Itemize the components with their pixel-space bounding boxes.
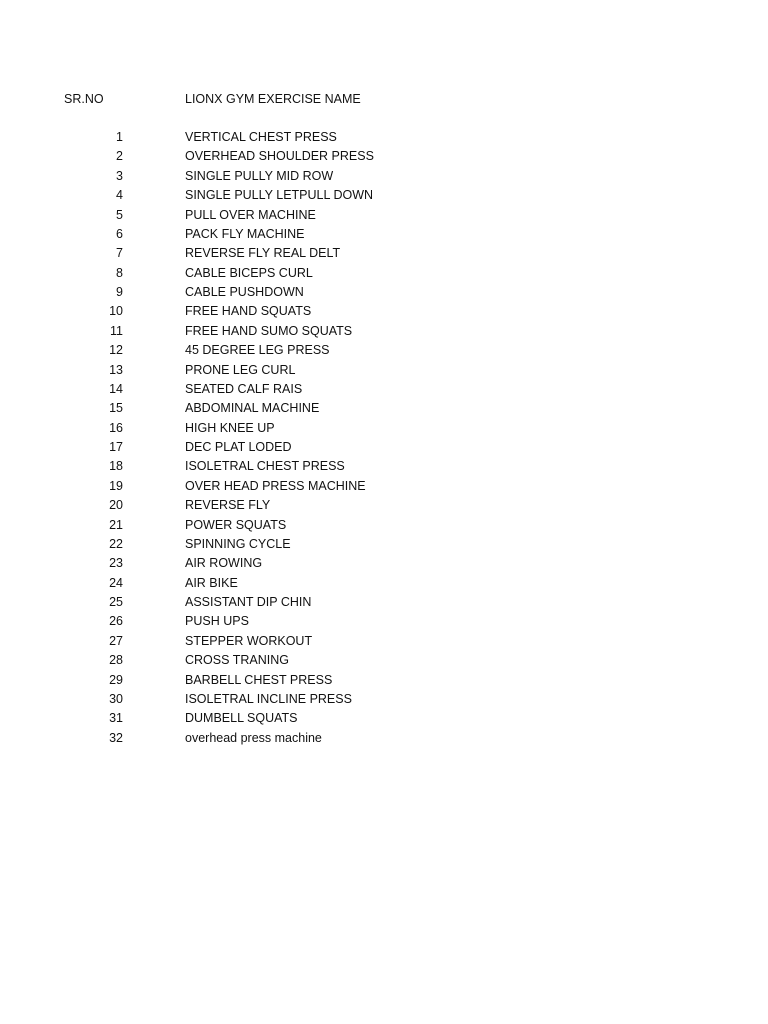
table-row xyxy=(0,555,768,574)
exercise-list xyxy=(0,129,768,749)
exercise-name: 45 DEGREE LEG PRESS xyxy=(185,343,330,358)
exercise-name: VERTICAL CHEST PRESS xyxy=(185,130,337,144)
exercise-name: POWER SQUATS xyxy=(185,517,287,532)
table-row xyxy=(0,303,768,322)
row-number: 10 xyxy=(109,304,123,319)
row-number: 14 xyxy=(109,381,123,396)
table-row xyxy=(0,691,768,710)
table-row xyxy=(0,497,768,516)
row-number: 29 xyxy=(109,672,123,687)
row-number: 22 xyxy=(109,536,123,551)
row-number: 13 xyxy=(109,362,123,377)
table-row xyxy=(0,129,768,148)
row-number: 8 xyxy=(116,265,123,280)
exercise-name: HIGH KNEE UP xyxy=(185,420,275,435)
table-row xyxy=(0,517,768,536)
table-row xyxy=(0,226,768,245)
exercise-name: DUMBELL SQUATS xyxy=(185,711,298,726)
row-number: 23 xyxy=(109,556,123,571)
exercise-name: CABLE BICEPS CURL xyxy=(185,265,313,280)
exercise-name: ISOLETRAL CHEST PRESS xyxy=(185,459,345,474)
row-number: 27 xyxy=(109,633,123,648)
row-number: 3 xyxy=(116,168,123,183)
table-row xyxy=(0,168,768,187)
exercise-name: OVERHEAD SHOULDER PRESS xyxy=(185,149,374,164)
table-row xyxy=(0,575,768,594)
row-number: 2 xyxy=(116,149,123,164)
table-row xyxy=(0,613,768,632)
table-row xyxy=(0,187,768,206)
row-number: 31 xyxy=(109,711,123,726)
row-number: 16 xyxy=(109,420,123,435)
table-row xyxy=(0,148,768,167)
table-row xyxy=(0,478,768,497)
row-number: 26 xyxy=(109,614,123,629)
row-number: 11 xyxy=(110,323,123,338)
table-row xyxy=(0,362,768,381)
table-row xyxy=(0,439,768,458)
row-number: 20 xyxy=(109,498,123,513)
table-row xyxy=(0,342,768,361)
row-number: 30 xyxy=(109,691,123,706)
exercise-name: PUSH UPS xyxy=(185,614,249,629)
exercise-name: CABLE PUSHDOWN xyxy=(185,285,304,299)
exercise-name: REVERSE FLY xyxy=(185,498,271,513)
table-row xyxy=(0,207,768,226)
table-row xyxy=(0,323,768,342)
table-row xyxy=(0,633,768,652)
row-number: 32 xyxy=(109,730,123,745)
exercise-name: AIR ROWING xyxy=(185,556,263,571)
exercise-name: PRONE LEG CURL xyxy=(185,362,296,377)
exercise-name: SINGLE PULLY LETPULL DOWN xyxy=(185,188,374,203)
row-number: 21 xyxy=(109,517,123,532)
row-number: 4 xyxy=(116,188,123,203)
row-number: 18 xyxy=(109,459,123,474)
table-row xyxy=(0,420,768,439)
exercise-name: BARBELL CHEST PRESS xyxy=(185,672,333,687)
exercise-name: SEATED CALF RAIS xyxy=(185,381,303,396)
row-number: 25 xyxy=(109,595,123,609)
exercise-name: ASSISTANT DIP CHIN xyxy=(185,595,312,609)
exercise-name: AIR BIKE xyxy=(185,575,238,590)
table-row xyxy=(0,400,768,419)
exercise-name: overhead press machine xyxy=(185,730,322,745)
table-row xyxy=(0,458,768,477)
table-row xyxy=(0,284,768,303)
header-sr-no: SR.NO xyxy=(64,92,104,106)
exercise-name: FREE HAND SUMO SQUATS xyxy=(185,323,353,338)
exercise-name: ISOLETRAL INCLINE PRESS xyxy=(185,691,352,706)
exercise-name: PACK FLY MACHINE xyxy=(185,226,305,241)
table-row xyxy=(0,265,768,284)
table-row xyxy=(0,710,768,729)
table-row xyxy=(0,652,768,671)
row-number: 9 xyxy=(116,285,123,299)
exercise-name: PULL OVER MACHINE xyxy=(185,207,316,222)
exercise-name: SPINNING CYCLE xyxy=(185,536,291,551)
row-number: 15 xyxy=(109,401,123,416)
row-number: 19 xyxy=(109,478,123,493)
exercise-name: FREE HAND SQUATS xyxy=(185,304,312,319)
exercise-name: CROSS TRANING xyxy=(185,653,289,668)
exercise-name: OVER HEAD PRESS MACHINE xyxy=(185,478,366,493)
table-row xyxy=(0,672,768,691)
row-number: 5 xyxy=(116,207,123,222)
exercise-name: DEC PLAT LODED xyxy=(185,440,292,454)
header-exercise-name: LIONX GYM EXERCISE NAME xyxy=(185,92,361,106)
exercise-name: ABDOMINAL MACHINE xyxy=(185,401,320,416)
table-row xyxy=(0,730,768,749)
row-number: 17 xyxy=(109,440,123,454)
table-row xyxy=(0,594,768,613)
exercise-name: STEPPER WORKOUT xyxy=(185,633,313,648)
table-row xyxy=(0,245,768,264)
row-number: 24 xyxy=(109,575,123,590)
row-number: 12 xyxy=(109,343,123,358)
table-row xyxy=(0,536,768,555)
row-number: 7 xyxy=(116,246,123,261)
exercise-name: REVERSE FLY REAL DELT xyxy=(185,246,341,261)
row-number: 1 xyxy=(116,130,123,144)
exercise-name: SINGLE PULLY MID ROW xyxy=(185,168,334,183)
row-number: 6 xyxy=(116,226,123,241)
table-row xyxy=(0,381,768,400)
row-number: 28 xyxy=(109,653,123,668)
